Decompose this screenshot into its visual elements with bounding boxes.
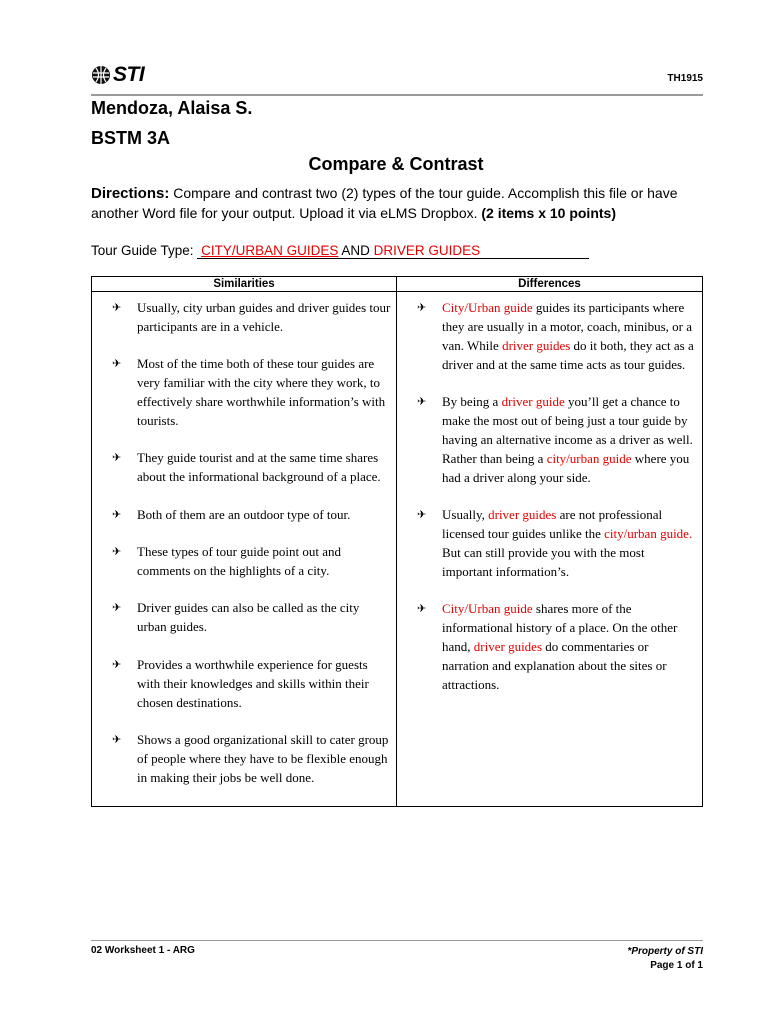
list-item [92, 731, 392, 788]
arrow-bullet-icon: ✈ [112, 508, 122, 521]
list-item [92, 656, 392, 713]
student-section: BSTM 3A [91, 128, 171, 148]
highlighted-term: City/Urban guide [442, 300, 533, 315]
list-item [397, 600, 698, 695]
list-item-text [442, 299, 698, 375]
guide-type-2: DRIVER GUIDES [373, 243, 481, 258]
page-header [91, 62, 703, 96]
list-item [92, 355, 392, 431]
list-item [397, 299, 698, 375]
differences-list [397, 292, 702, 695]
footer-right [627, 945, 703, 973]
guide-type-1: CITY/URBAN GUIDES [201, 243, 339, 258]
arrow-bullet-icon: ✈ [417, 509, 427, 522]
list-item [397, 393, 698, 488]
list-item-text [442, 600, 698, 695]
text-run: But can still provide you with the most important information’s. [442, 544, 645, 579]
arrow-bullet-icon: ✈ [112, 452, 122, 465]
highlighted-term: driver guides [473, 639, 543, 655]
highlighted-term: driver guide [501, 394, 565, 410]
tour-guide-type-line [91, 243, 589, 259]
similarities-list [92, 292, 396, 788]
text-run: They guide tourist and at the same time shares about the informational background of a place. [137, 450, 381, 485]
text-run: These types of tour guide point out and comments on the highlights of a city. [137, 544, 341, 579]
arrow-bullet-icon: ✈ [112, 358, 122, 371]
list-item [92, 299, 392, 337]
text-run: shares more of the informational history of a place. On the other hand, [442, 601, 678, 655]
guide-type-fill [197, 243, 589, 259]
highlighted-term: driver guides [488, 507, 557, 523]
list-item-text [137, 656, 392, 713]
logo-text: STI [113, 63, 145, 86]
arrow-bullet-icon: ✈ [112, 658, 122, 671]
guide-type-connector: AND [338, 243, 374, 258]
highlighted-term: city/urban guide. [604, 526, 693, 542]
sti-logo [91, 64, 144, 86]
directions-points: (2 items x 10 points) [481, 204, 616, 221]
list-item-text [137, 355, 392, 431]
list-item-text [442, 506, 698, 582]
table-header-row [92, 277, 703, 292]
directions-label: Directions: [91, 185, 170, 202]
arrow-bullet-icon: ✈ [417, 302, 427, 314]
compare-contrast-table [91, 276, 703, 807]
list-item-text [137, 731, 392, 788]
footer-divider [91, 940, 703, 941]
text-run: Provides a worthwhile experience for guests with their knowledges and skills within their chosen destinations. [137, 656, 369, 710]
header-similarities: Similarities [92, 277, 397, 292]
text-run: Driver guides can also be called as the city urban guides. [137, 600, 360, 635]
text-run: By being a [442, 394, 502, 410]
list-item-text [442, 393, 698, 488]
highlighted-term: driver guides [502, 337, 571, 353]
header-differences: Differences [397, 277, 703, 292]
list-item [92, 543, 392, 581]
page-title: Compare & Contrast [308, 154, 484, 174]
text-run: do it both, they act as a driver and at the same time acts as tour guides. [442, 337, 694, 372]
list-item-text [137, 299, 392, 337]
list-item-text [137, 449, 392, 487]
list-item [397, 506, 698, 582]
differences-cell [397, 292, 703, 807]
highlighted-term: city/urban guide [546, 450, 632, 466]
similarities-cell [92, 292, 397, 807]
text-run: you’ll get a chance to make the most out of being just a tour guide by having an alternative income as a driver as well. Rather than being a [442, 394, 693, 466]
list-item-text [137, 506, 392, 525]
document-code: TH1915 [667, 73, 703, 84]
text-run: Most of the time both of these tour guides are very familiar with the city where they work, to effectively share worthwhile information’s with tourists. [137, 356, 386, 429]
arrow-bullet-icon: ✈ [112, 546, 122, 559]
student-name: Mendoza, Alaisa S. [91, 98, 253, 118]
arrow-bullet-icon: ✈ [417, 603, 427, 616]
text-run: guides its participants where they are usually in a motor, coach, minibus, or a van. While [442, 300, 693, 353]
footer-worksheet: 02 Worksheet 1 - ARG [91, 945, 195, 956]
text-run: are not professional licensed tour guides unlike the [442, 507, 663, 542]
text-run: do commentaries or narration and explanation about the sites or attractions. [442, 639, 667, 692]
arrow-bullet-icon: ✈ [112, 602, 122, 615]
text-run: Usually, city urban guides and driver guides tour participants are in a vehicle. [137, 300, 391, 334]
list-item [92, 506, 392, 525]
text-run: Both of them are an outdoor type of tour. [137, 506, 351, 522]
arrow-bullet-icon: ✈ [417, 396, 427, 409]
arrow-bullet-icon: ✈ [112, 302, 122, 314]
footer-page: Page 1 of 1 [650, 960, 703, 971]
highlighted-term: City/Urban guide [442, 601, 533, 617]
text-run: Usually, [442, 507, 489, 523]
list-item-text [137, 599, 392, 637]
arrow-bullet-icon: ✈ [112, 734, 122, 746]
directions-text: Compare and contrast two (2) types of the tour guide. Accomplish this file or have another Word file for your output. Upload it via eLMS Dropbox. [91, 185, 678, 221]
table-row [92, 292, 703, 807]
list-item [92, 599, 392, 637]
directions [91, 184, 703, 223]
text-run: where you had a driver along your side. [442, 450, 690, 485]
list-item-text [137, 543, 392, 581]
globe-icon [91, 65, 111, 85]
guide-type-label: Tour Guide Type: [91, 243, 198, 258]
footer-property: *Property of STI [627, 946, 703, 957]
list-item [92, 449, 392, 487]
text-run: Shows a good organizational skill to cater group of people where they have to be flexible enough in making their jobs be well done. [137, 732, 389, 785]
